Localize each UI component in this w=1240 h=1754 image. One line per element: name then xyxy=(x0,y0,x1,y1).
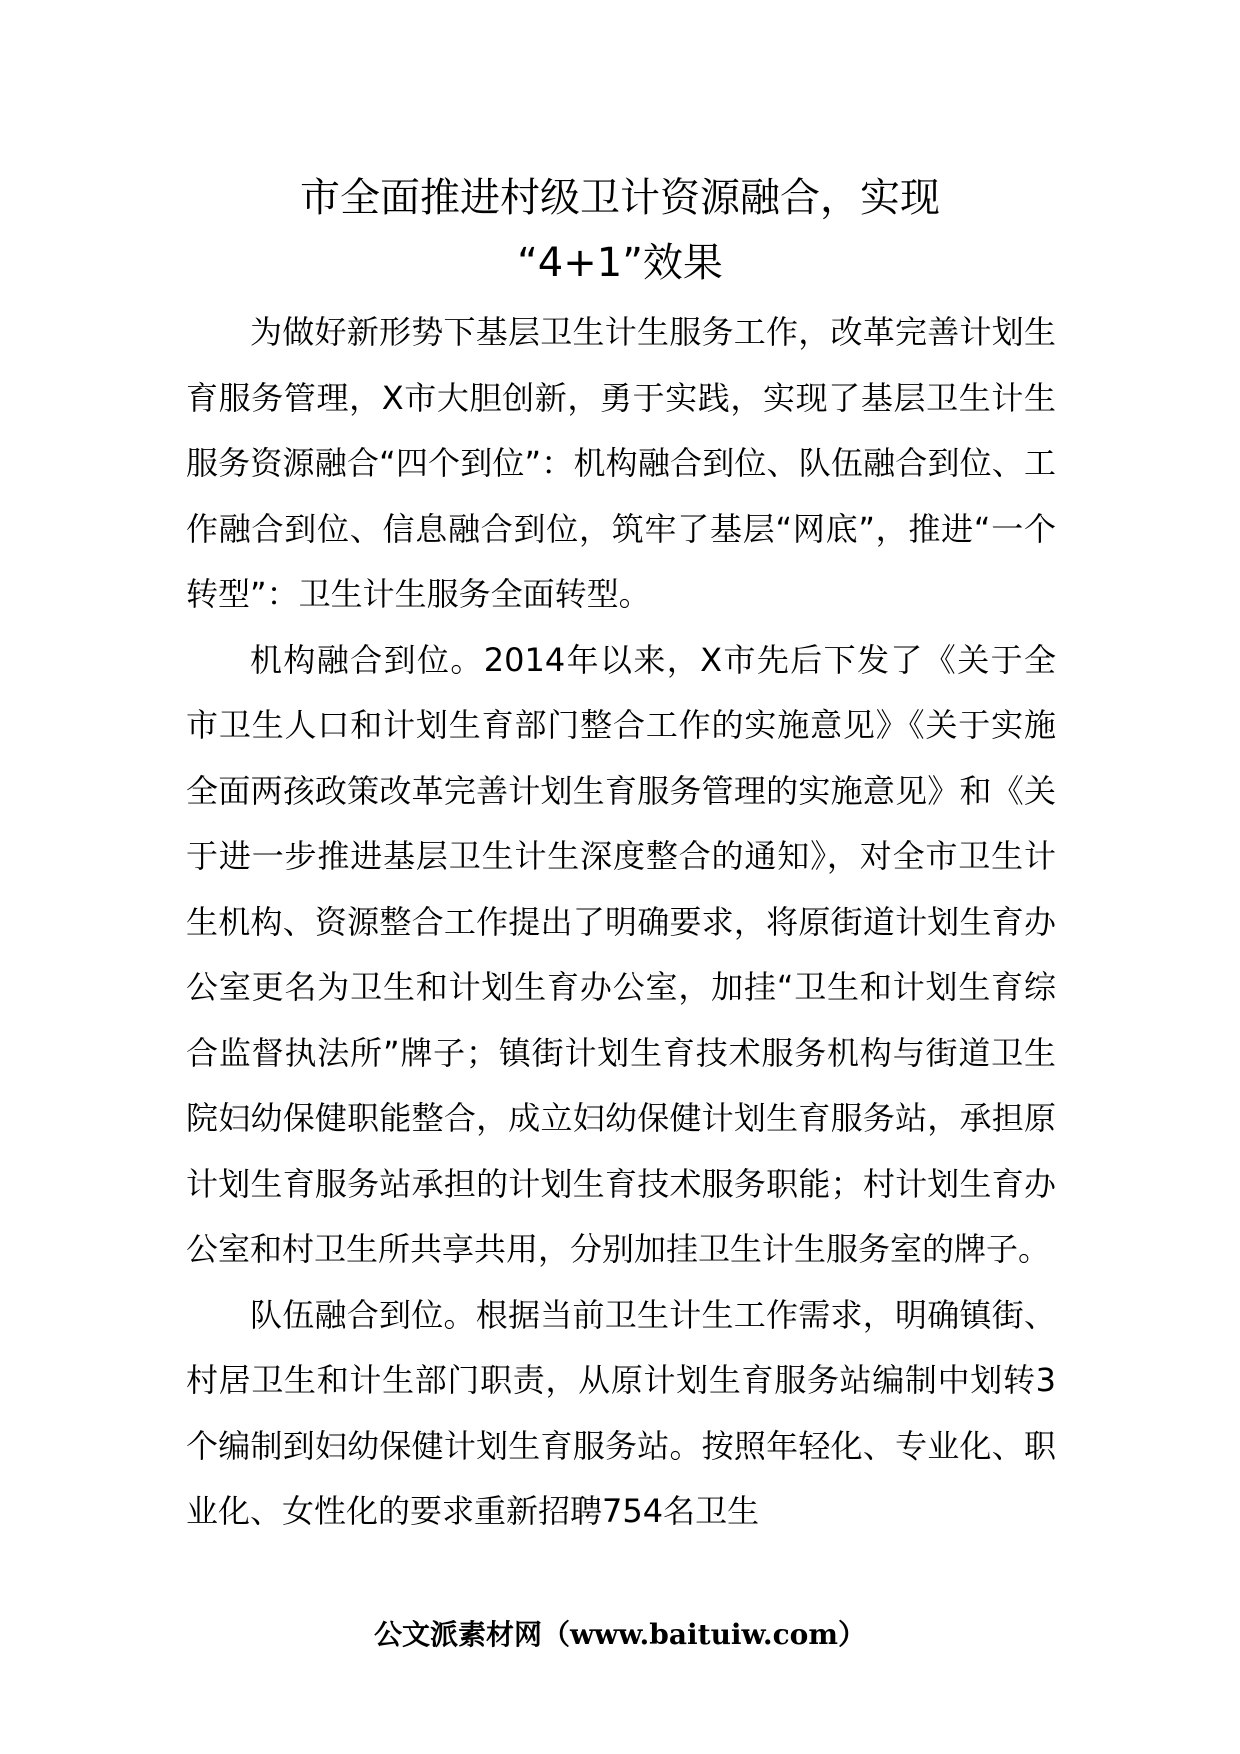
paragraph-institution-integration: 机构融合到位。2014年以来，X市先后下发了《关于全市卫生人口和计划生育部门整合工作的实施意见》《关于实施全面两孩政策改革完善计划生育服务管理的实施意见》和《关于进一步推进基层卫生计生深度整合的通知》，对全市卫生计生机构、资源整合工作提出了明确要求，将原街道计划生育办公室更名为卫生和计划生育办公室，加挂“卫生和计划生育综合监督执法所”牌子；镇街计划生育技术服务机构与街道卫生院妇幼保健职能整合，成立妇幼保健计划生育服务站，承担原计划生育服务站承担的计划生育技术服务职能；村计划生育办公室和村卫生所共享共用，分别加挂卫生计生服务室的牌子。 xyxy=(186,640,1056,1268)
paragraph-team-integration: 队伍融合到位。根据当前卫生计生工作需求，明确镇街、村居卫生和计生部门职责，从原计划生育服务站编制中划转3个编制到妇幼保健计划生育服务站。按照年轻化、专业化、职业化、女性化的要求重新招聘754名卫生 xyxy=(186,1295,1056,1530)
document-title-line-2: “4+1”效果 xyxy=(517,240,723,286)
document-body xyxy=(186,300,1056,1545)
paragraph-intro: 为做好新形势下基层卫生计生服务工作，改革完善计划生育服务管理，X市大胆创新，勇于实践，实现了基层卫生计生服务资源融合“四个到位”：机构融合到位、队伍融合到位、工作融合到位、信息融合到位，筑牢了基层“网底”，推进“一个转型”：卫生计生服务全面转型。 xyxy=(186,313,1056,613)
document-title-line-1: 市全面推进村级卫计资源融合，实现 xyxy=(300,175,940,221)
footer-source: 公文派素材网（www.baituiw.com） xyxy=(374,1618,866,1651)
